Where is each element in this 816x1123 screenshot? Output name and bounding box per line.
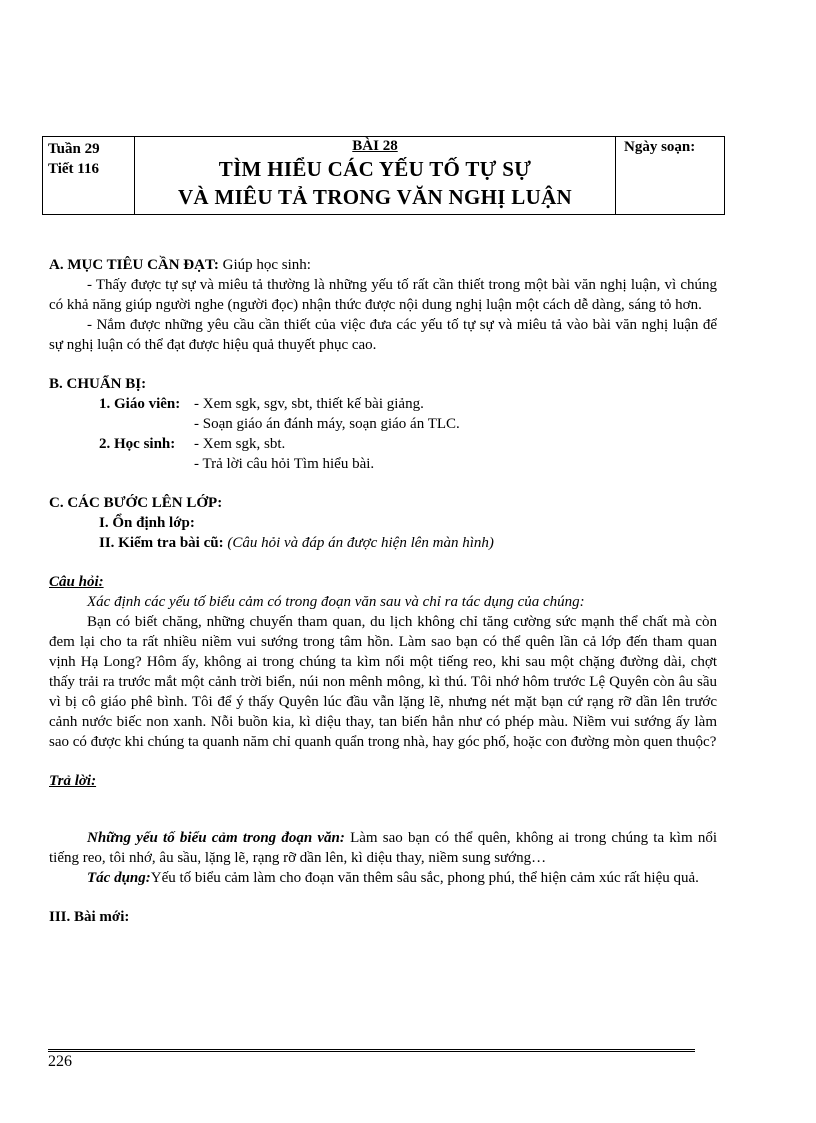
lesson-number: BÀI 28 [352,138,398,154]
answer-label-text: Trả lời: [49,773,97,789]
answer-effect-text: Yếu tố biểu cảm làm cho đoạn văn thêm sâu sắc, phong phú, thể hiện cảm xúc rất hiệu quả. [150,870,699,886]
period-label: Tiết 116 [48,161,99,177]
answer-effect [49,868,717,888]
teacher-item-1: - Xem sgk, sgv, sbt, thiết kế bài giảng. [194,396,424,412]
section-a-paragraph-1: - Thấy được tự sự và miêu tả thường là những yếu tố rất cần thiết trong một bài văn nghị luận, vì chúng có khả năng giúp người nghe (người đọc) nhận thức được nội dung nghị luận một cách dễ dàng, sáng tỏ hơn. [49,277,717,313]
question-label [49,572,717,592]
section-a [49,255,717,275]
answer-elements-label: Những yếu tố biểu cảm trong đoạn văn: [87,830,345,846]
teacher-label: 1. Giáo viên: [99,396,181,412]
new-lesson-heading: III. Bài mới: [49,909,130,925]
teacher-prep [49,394,717,434]
question-prompt [49,592,717,612]
answer-elements-text: Làm sao bạn có thể quên, không ai trong chúng ta kìm nổi tiếng reo, tôi nhớ, âu sầu, lặng lẽ, rạng rỡ dần lên, kì diệu thay, niềm sung sướng… [49,830,717,866]
student-prep [49,434,717,474]
lesson-title-cell [135,137,616,214]
step-1: I. Ổn định lớp: [99,515,195,531]
document-body [49,255,717,927]
answer-elements [49,828,717,868]
question-prompt-text: Xác định các yếu tố biểu cảm có trong đoạn văn sau và chỉ ra tác dụng của chúng: [87,594,585,610]
week-label: Tuần 29 [48,141,100,157]
page-number: 226 [48,1053,72,1070]
date-label: Ngày soạn: [624,139,696,155]
week-period-cell [43,137,135,214]
teacher-item-2: - Soạn giáo án đánh máy, soạn giáo án TLC. [194,416,460,432]
section-c-heading: C. CÁC BƯỚC LÊN LỚP: [49,495,223,511]
lesson-title-line1: TÌM HIỂU CÁC YẾU TỐ TỰ SỰ [218,157,532,181]
date-cell [616,137,724,214]
student-item-2: - Trả lời câu hỏi Tìm hiểu bài. [194,456,375,472]
section-a-paragraph-2: - Nắm được những yêu cầu cần thiết của việc đưa các yếu tố tự sự và miêu tả vào bài văn nghị luận để sự nghị luận có thể đạt được hiệu quả thuyết phục cao. [49,317,717,353]
answer-effect-label: Tác dụng: [87,870,151,886]
lesson-title-line2: VÀ MIÊU TẢ TRONG VĂN NGHỊ LUẬN [177,185,573,209]
footer-rule [48,1049,695,1052]
section-a-intro: Giúp học sinh: [222,257,311,273]
student-label: 2. Học sinh: [99,436,176,452]
step-2-label: II. Kiểm tra bài cũ: [99,535,224,551]
student-item-1: - Xem sgk, sbt. [194,436,286,452]
lesson-header-table [42,136,725,215]
step-2-note: (Câu hỏi và đáp án được hiện lên màn hình) [227,535,494,551]
question-passage: Bạn có biết chăng, những chuyến tham quan, du lịch không chỉ tăng cường sức mạnh thể chất mà còn đem lại cho ta rất nhiều niềm vui sướng trong tâm hồn. Làm sao bạn có thể quên lần cả lớp đến tham quan vịnh Hạ Long? Hôm ấy, không ai trong chúng ta kìm nổi một tiếng reo, khi sau một chặng đường dài, chợt thấy trải ra trước mắt một cảnh trời biển, núi non mênh mông, kì thú. Tôi nhớ hôm trước Lệ Quyên còn âu sầu vì bị cô giáo phê bình. Tôi để ý thấy Quyên lúc đầu vẫn lặng lẽ, nhưng nét mặt bạn cứ rạng rỡ dần lên trước cảnh nước biếc non xanh. Nỗi buồn kia, kì diệu thay, tan biến hẳn như có phép màu. Niềm vui sướng ấy làm sao có được khi chúng ta quanh năm chỉ quanh quẩn trong nhà, hay góc phố, hoặc con đường mòn quen thuộc? [49,614,717,750]
answer-label [49,771,717,791]
section-b-heading: B. CHUẨN BỊ: [49,376,147,392]
question-label-text: Câu hỏi: [49,574,104,590]
section-a-heading: A. MỤC TIÊU CẦN ĐẠT: [49,257,219,273]
step-2 [49,533,717,553]
